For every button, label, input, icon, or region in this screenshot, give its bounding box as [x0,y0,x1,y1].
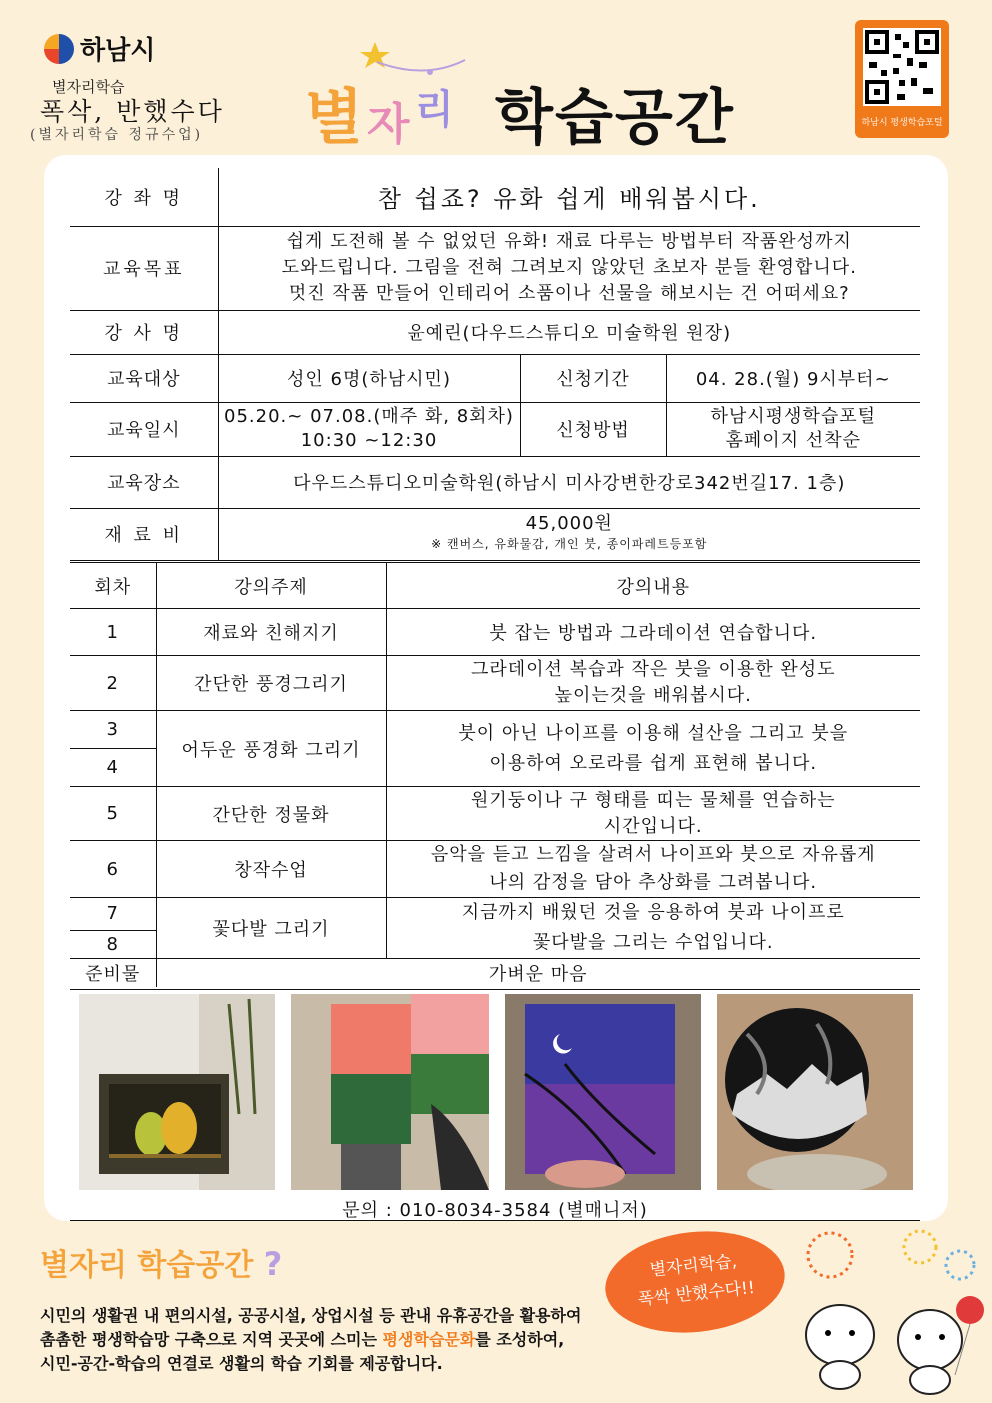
city-emblem-icon [44,34,74,64]
footer-description [40,1304,640,1376]
qr-code-icon [863,28,941,106]
session-no: 6 [70,841,156,898]
session-topic: 어두운 풍경화 그리기 [156,711,386,787]
qr-code[interactable] [855,20,949,138]
session-no: 1 [70,609,156,656]
date-label: 교육일시 [70,402,218,456]
content-line: 붓이 아닌 나이프를 이용해 설산을 그리고 붓을 [458,722,849,744]
fee-label: 재 료 비 [70,508,218,560]
content-line: 음악을 듣고 느낌을 살려서 나이프와 붓으로 자유롭게 [430,844,876,865]
photo-aurora-painting [717,994,913,1190]
footer-line [40,1328,640,1352]
session-content [386,898,920,959]
content-line: 이용하여 오로라를 쉽게 표현해 봅니다. [489,752,818,774]
table-row [70,656,920,711]
divider [70,1220,920,1221]
date-value [218,402,520,456]
goal-line: 멋진 작품 만들어 인테리어 소품이나 선물을 해보시는 건 어떠세요? [288,283,850,304]
place-value: 다우드스튜디오미술학원(하남시 미사강변한강로342번길17. 1층) [218,456,920,508]
footer-text-part: 촘촘한 평생학습망 구축으로 지역 곳곳에 스미는 [40,1330,383,1349]
city-logo [44,30,155,67]
footer-text-part: 를 조성하여, [475,1330,565,1349]
session-content [386,841,920,898]
mascot-illustration-icon [790,1225,990,1400]
footer-title [40,1240,282,1284]
course-label: 강 좌 명 [70,168,218,226]
session-topic: 재료와 친해지기 [156,609,386,656]
session-no: 8 [70,930,156,958]
program-label: 별자리학습 [52,78,125,96]
content-line: 높이는것을 배워봅시다. [554,685,752,706]
content-line: 지금까지 배웠던 것을 응용하여 붓과 나이프로 [461,902,845,923]
photo-sunset-painting [291,994,489,1190]
apply-method-line: 홈페이지 선착순 [725,430,861,451]
schedule-table [70,562,920,987]
bubble-line: 별자리학습, [648,1251,738,1281]
place-label: 교육장소 [70,456,218,508]
header-topic: 강의주제 [156,563,386,609]
fee-note: ※ 캔버스, 유화물감, 개인 붓, 종이파레트등포함 [431,537,708,551]
footer-title-text: 별자리 학습공간 [40,1248,254,1283]
apply-period-label: 신청기간 [520,354,666,402]
time-range: 10:30 ~12:30 [300,430,438,451]
footer-highlight: 평생학습문화 [382,1330,476,1349]
table-row [70,841,920,898]
bubble-line: 폭싹 반했수다!! [636,1277,756,1311]
target-label: 교육대상 [70,354,218,402]
content-line: 붓 잡는 방법과 그라데이션 연습합니다. [489,623,818,644]
header-content: 강의내용 [386,563,920,609]
course-info-table [70,168,920,561]
teacher-name: 윤예린(다우드스튜디오 미술학원 원장) [218,310,920,354]
content-line: 꽃다발을 그리는 수업입니다. [532,932,774,953]
goal-line: 쉽게 도전해 볼 수 없었던 유화! 재료 다루는 방법부터 작품완성까지 [286,231,852,252]
date-range: 05.20.~ 07.08.(매주 화, 8회차) [224,406,514,427]
session-content [386,711,920,787]
table-row [70,898,920,931]
session-no: 3 [70,711,156,749]
table-row [70,787,920,841]
city-name: 하남시 [80,36,156,66]
header-session: 회차 [70,563,156,609]
fee-amount: 45,000원 [525,513,613,534]
apply-period-value: 04. 28.(월) 9시부터~ [666,354,920,402]
apply-method-label: 신청방법 [520,402,666,456]
photo-pears-painting [79,994,275,1190]
apply-method-value [666,402,920,456]
goal-text [218,226,920,310]
title-char: 자 [367,99,412,150]
prep-row [70,959,920,987]
content-line: 그라데이션 복습과 작은 붓을 이용한 완성도 [470,659,836,680]
question-icon: ? [263,1245,283,1283]
footer-line: 시민-공간-학습의 연결로 생활의 학습 기회를 제공합니다. [40,1354,443,1373]
content-line: 원기둥이나 구 형태를 띠는 물체를 연습하는 [470,789,836,811]
session-no: 7 [70,898,156,931]
teacher-label: 강 사 명 [70,310,218,354]
footer-line: 시민의 생활권 내 편의시설, 공공시설, 상업시설 등 관내 유휴공간을 활용하여 [40,1306,582,1325]
divider [70,989,920,990]
contact-info: 문의 : 010-8034-3584 (별매니저) [342,1200,648,1221]
table-row [70,609,920,656]
slogan-sub: (별자리학습 정규수업) [30,127,204,143]
qr-caption: 하남시 평생학습포털 [861,118,943,128]
session-topic: 창작수업 [156,841,386,898]
session-topic: 간단한 정물화 [156,787,386,841]
session-no: 5 [70,787,156,841]
session-content [386,609,920,656]
title-char: 별 [305,83,365,153]
table-row [70,711,920,749]
goal-label: 교육목표 [70,226,218,310]
title-char: 학습공간 [495,83,735,153]
title-char: 리 [415,87,456,133]
apply-method-line: 하남시평생학습포털 [710,406,876,427]
goal-line: 도와드립니다. 그림을 전혀 그려보지 않았던 초보자 분들 환영합니다. [281,257,857,278]
prep-label: 준비물 [70,959,156,987]
session-topic: 꽃다발 그리기 [156,898,386,959]
slogan: 폭삭, 반했수다 [40,97,225,126]
content-line: 나의 감정을 담아 추상화를 그려봅니다. [489,872,818,893]
main-title [305,40,735,153]
content-line: 시간입니다. [603,815,703,837]
target-value: 성인 6명(하남시민) [218,354,520,402]
session-topic: 간단한 풍경그리기 [156,656,386,711]
session-no: 2 [70,656,156,711]
course-name: 참 쉽죠? 유화 쉽게 배워봅시다. [218,168,920,226]
prep-value: 가벼운 마음 [156,959,920,987]
fee-value [218,508,920,560]
session-no: 4 [70,749,156,787]
session-content [386,787,920,841]
photo-night-painting [505,994,701,1190]
session-content [386,656,920,711]
